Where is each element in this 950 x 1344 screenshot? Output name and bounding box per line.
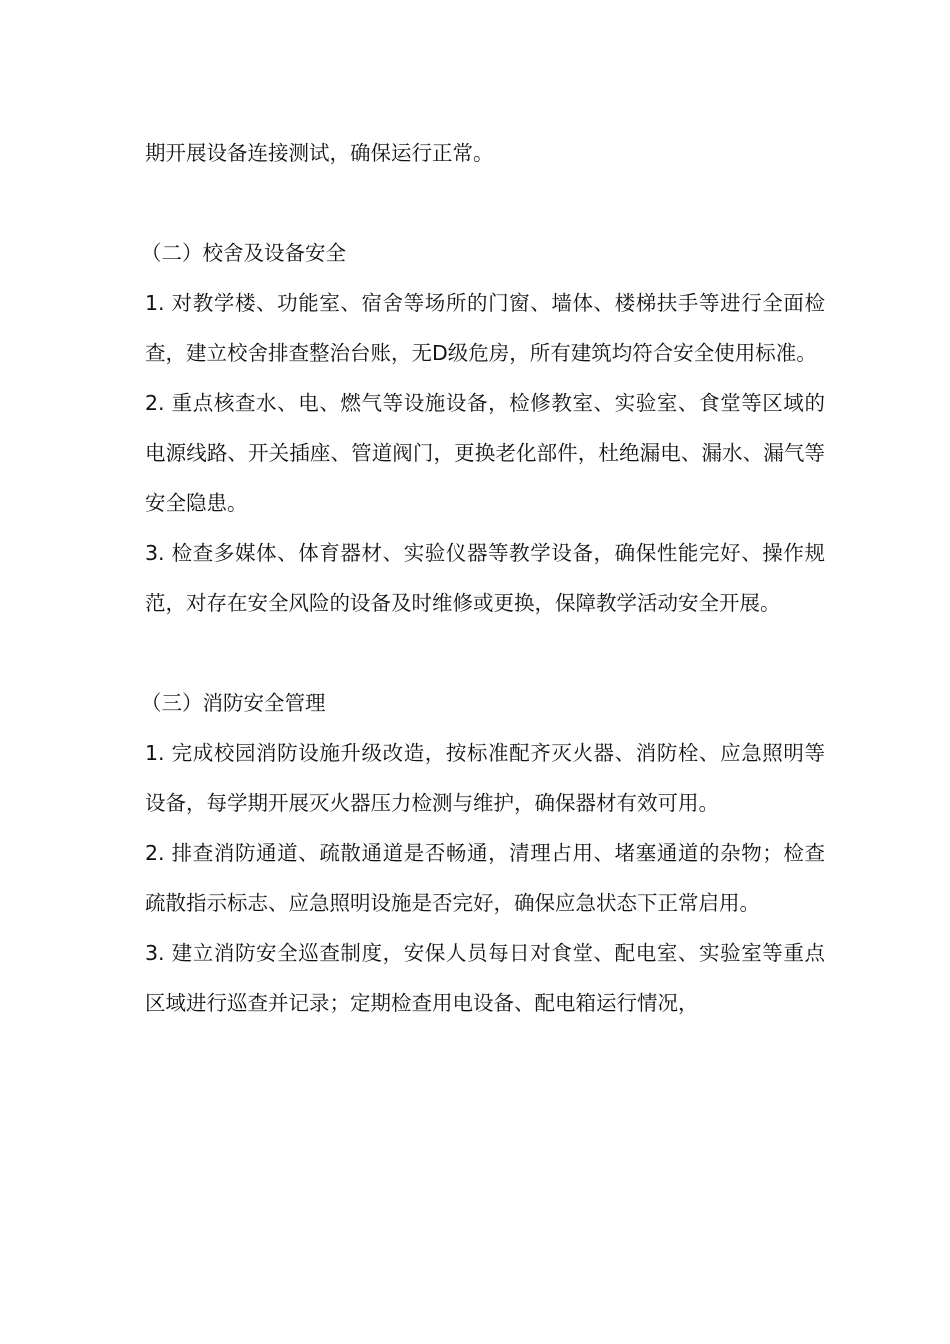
section-heading-3: （三）消防安全管理 (141, 691, 326, 715)
section-spacer (145, 178, 825, 228)
section-3-item-3: 3. 建立消防安全巡查制度，安保人员每日对食堂、配电室、实验室等重点区域进行巡查并记录；定期检查用电设备、配电箱运行情况， (145, 941, 825, 1015)
continuation-paragraph: 期开展设备连接测试，确保运行正常。 (145, 141, 494, 165)
section-2-item-1: 1. 对教学楼、功能室、宿舍等场所的门窗、墙体、楼梯扶手等进行全面检查，建立校舍排查整治台账，无D级危房，所有建筑均符合安全使用标准。 (145, 291, 825, 365)
document-body (141, 128, 825, 1028)
section-heading-2: （二）校舍及设备安全 (141, 241, 346, 265)
section-2-item-3: 3. 检查多媒体、体育器材、实验仪器等教学设备，确保性能完好、操作规范，对存在安全风险的设备及时维修或更换，保障教学活动安全开展。 (145, 541, 825, 615)
section-3-item-1: 1. 完成校园消防设施升级改造，按标准配齐灭火器、消防栓、应急照明等设备，每学期开展灭火器压力检测与维护，确保器材有效可用。 (145, 741, 825, 815)
section-spacer (145, 628, 825, 678)
section-2-item-2: 2. 重点核查水、电、燃气等设施设备，检修教室、实验室、食堂等区域的电源线路、开关插座、管道阀门，更换老化部件，杜绝漏电、漏水、漏气等安全隐患。 (145, 391, 825, 515)
section-3-item-2: 2. 排查消防通道、疏散通道是否畅通，清理占用、堵塞通道的杂物；检查疏散指示标志、应急照明设施是否完好，确保应急状态下正常启用。 (145, 841, 825, 915)
